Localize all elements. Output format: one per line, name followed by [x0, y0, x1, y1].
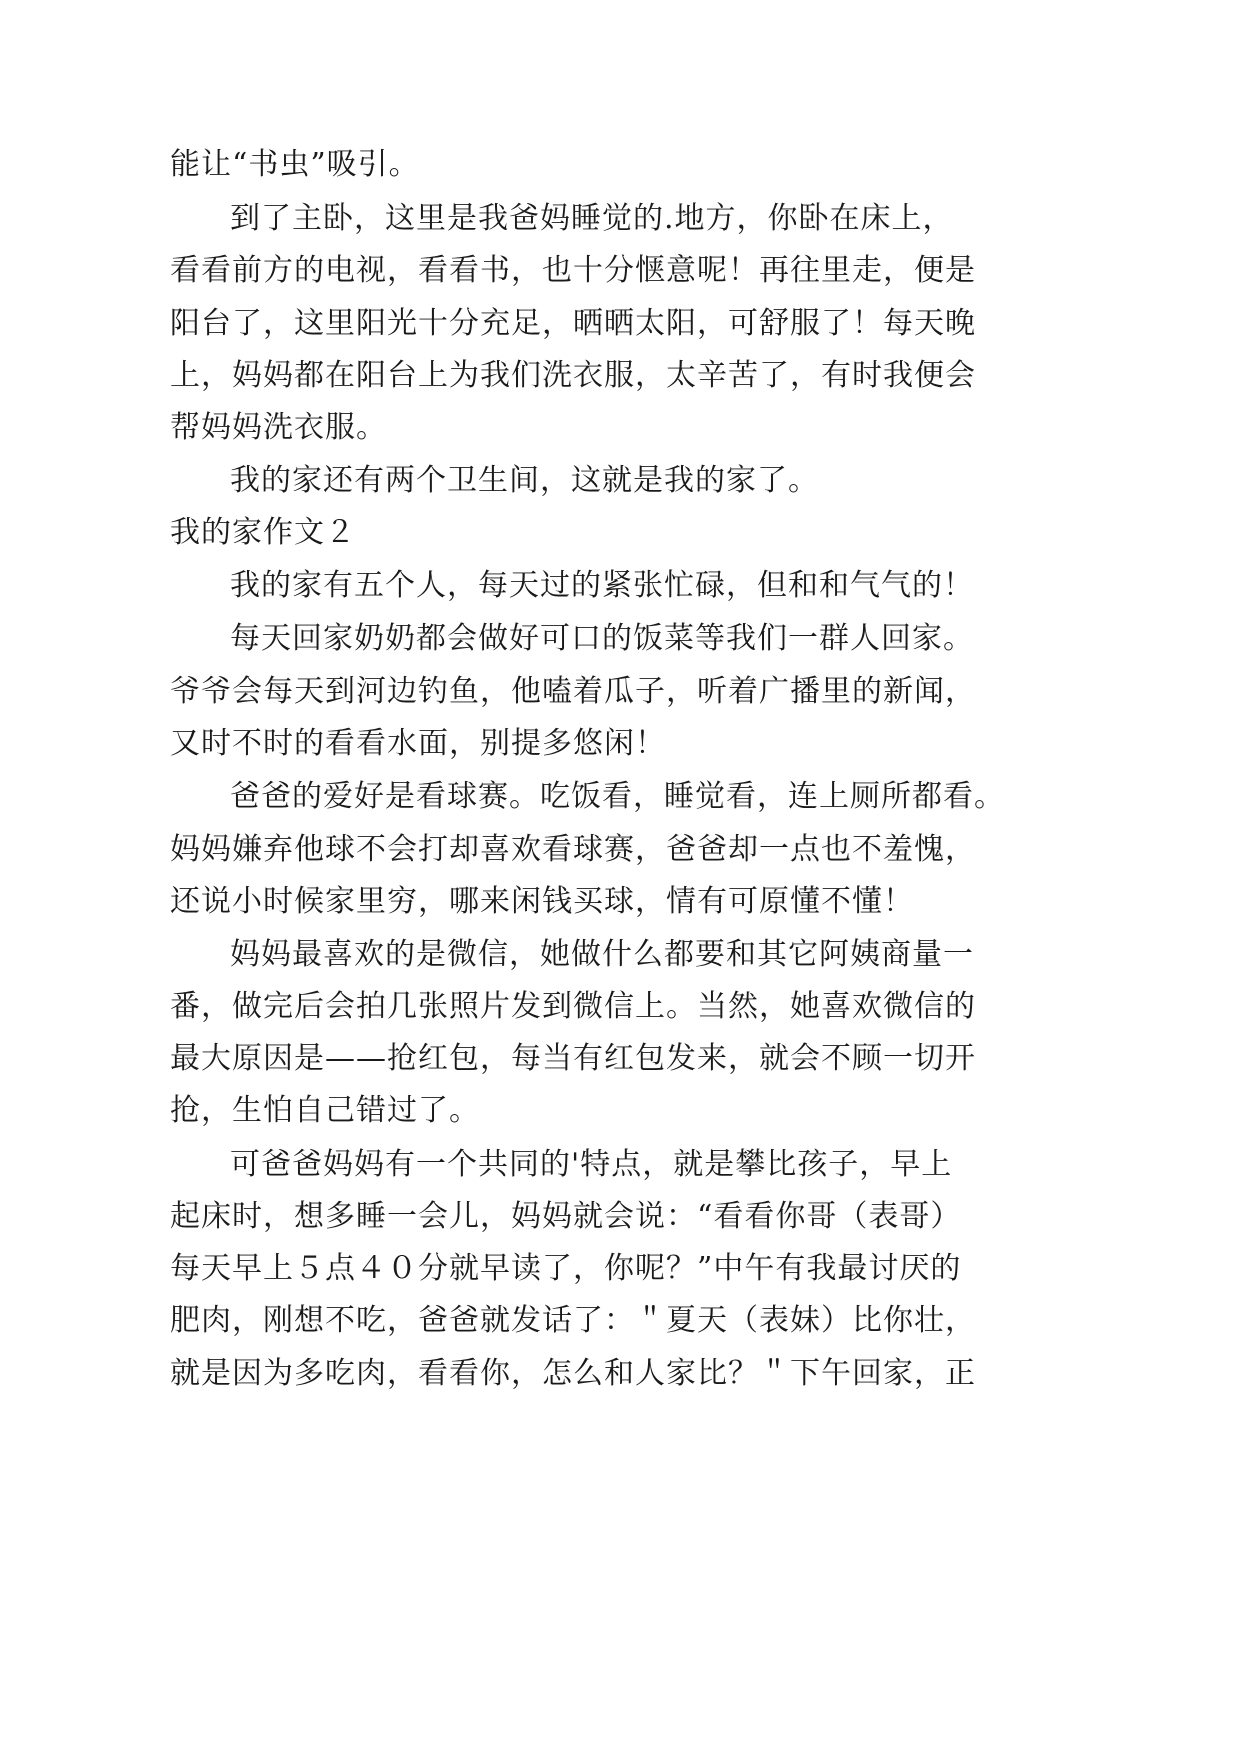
section-title: 我的家作文２: [170, 515, 356, 550]
text-line: 抢，生怕自己错过了。: [170, 1093, 480, 1128]
text-line: 帮妈妈洗衣服。: [170, 410, 387, 445]
paragraph-line: 可爸爸妈妈有一个共同的'特点，就是攀比孩子，早上: [230, 1147, 953, 1182]
paragraph-line: 妈妈最喜欢的是微信，她做什么都要和其它阿姨商量一: [230, 937, 974, 972]
text-line: 就是因为多吃肉，看看你，怎么和人家比？＂下午回家，正: [170, 1356, 976, 1391]
paragraph-line: 我的家有五个人，每天过的紧张忙碌，但和和气气的！: [230, 568, 974, 603]
text-line: 妈妈嫌弃他球不会打却喜欢看球赛，爸爸却一点也不羞愧，: [170, 832, 976, 867]
text-line: 最大原因是——抢红包，每当有红包发来，就会不顾一切开: [170, 1041, 976, 1076]
text-line: 番，做完后会拍几张照片发到微信上。当然，她喜欢微信的: [170, 989, 976, 1024]
text-line: 看看前方的电视，看看书，也十分惬意呢！再往里走，便是: [170, 253, 976, 288]
text-line: 每天早上５点４０分就早读了，你呢？”中午有我最讨厌的: [170, 1251, 962, 1286]
text-line: 上，妈妈都在阳台上为我们洗衣服，太辛苦了，有时我便会: [170, 358, 976, 393]
paragraph-line: 到了主卧，这里是我爸妈睡觉的.地方，你卧在床上，: [230, 201, 954, 236]
text-line: 阳台了，这里阳光十分充足，晒晒太阳，可舒服了！每天晚: [170, 306, 976, 341]
paragraph-line: 爸爸的爱好是看球赛。吃饭看，睡觉看，连上厕所都看。: [230, 779, 1005, 814]
text-line: 能让“书虫”吸引。: [170, 147, 420, 182]
text-line: 肥肉，刚想不吃，爸爸就发话了：＂夏天（表妹）比你壮，: [170, 1303, 976, 1338]
text-line: 爷爷会每天到河边钓鱼，他嗑着瓜子，听着广播里的新闻，: [170, 674, 976, 709]
text-line: 还说小时候家里穷，哪来闲钱买球，情有可原懂不懂！: [170, 884, 914, 919]
text-line: 又时不时的看看水面，别提多悠闲！: [170, 726, 666, 761]
paragraph-line: 每天回家奶奶都会做好可口的饭菜等我们一群人回家。: [230, 621, 974, 656]
text-line: 起床时，想多睡一会儿，妈妈就会说：“看看你哥（表哥）: [170, 1199, 962, 1234]
paragraph-line: 我的家还有两个卫生间，这就是我的家了。: [230, 463, 819, 498]
